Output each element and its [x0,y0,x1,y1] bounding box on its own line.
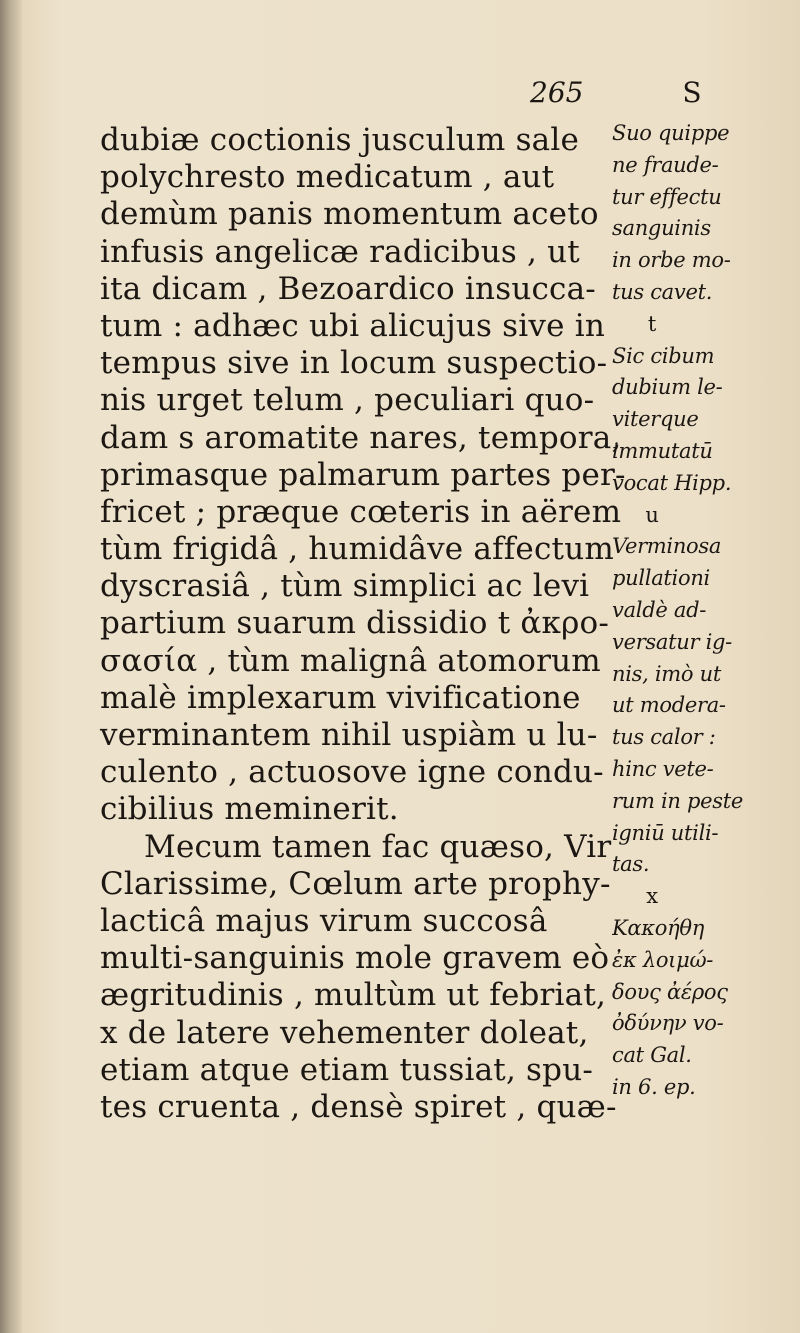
margin-note-line: tus cavet. [612,279,713,304]
text-line: ita dicam , Bezoardico insucca- [100,270,596,307]
margin-note-line: igniū utili- [612,820,719,845]
margin-note-line: hinc vete- [612,756,714,781]
margin-note-line: δους ἀέρος [612,979,728,1004]
margin-note-line: in 6. ep. [612,1074,696,1099]
margin-note-line: tus calor : [612,725,716,750]
margin-note-line: viterque [612,407,699,432]
text-line: polychresto medicatum , aut [100,159,555,196]
text-line: tempus sive in locum suspectio- [100,345,608,382]
signature-mark: S [682,76,702,109]
paragraph-start-line: Mecum tamen fac quæso, Vir [144,828,612,865]
text-line: malè implexarum vivificatione [100,679,581,716]
margin-note-line: tur effectu [612,184,722,209]
margin-note-line: vocat Hipp. [612,470,732,495]
margin-note-line: ut modera- [612,693,726,718]
text-line: culento , actuosove igne condu- [100,754,604,791]
text-line: nis urget telum , peculiari quo- [100,382,595,419]
page-number: 265 [530,76,584,109]
margin-note-line: in orbe mo- [612,248,731,273]
marginal-notes-column [612,118,797,1104]
margin-note-line: rum in peste [612,788,743,813]
text-line: σασία , tùm malignâ atomorum [100,642,601,679]
margin-note-marker: x [646,884,658,909]
margin-note-line: immutatū [612,438,713,463]
text-line: x de latere vehementer doleat, [100,1014,589,1051]
text-line: tum : adhæc ubi alicujus sive in [100,307,605,344]
margin-note-line: nis, imò ut [612,661,721,686]
text-line: lacticâ majus virum succosâ [100,902,548,939]
text-line: etiam atque etiam tussiat, spu- [100,1051,594,1088]
text-line: tes cruenta , densè spiret , quæ- [100,1088,617,1125]
text-line: fricet ; præque cœteris in aërem [100,493,622,530]
margin-note-line: tas. [612,852,650,877]
page-binding-shadow [0,0,22,1333]
running-header [530,76,702,109]
margin-note-line: ne fraude- [612,152,719,177]
text-line: demùm panis momentum aceto [100,196,599,233]
text-line: ægritudinis , multùm ut febriat, [100,977,607,1014]
text-line: Clarissime, Cœlum arte prophy- [100,865,611,902]
text-line: infusis angelicæ radicibus , ut [100,233,580,270]
margin-note-line: Verminosa [612,534,722,559]
margin-note-line: Κακοήθη [612,915,704,940]
margin-note-line: cat Gal. [612,1043,692,1068]
margin-note-line: dubium le- [612,375,723,400]
text-line: dubiæ coctionis jusculum sale [100,122,580,158]
text-line: verminantem nihil uspiàm u lu- [100,717,598,753]
margin-note-line: Sic cibum [612,343,715,368]
margin-note-line: sanguinis [612,216,711,241]
text-line: dam s aromatite nares, tempora, [100,419,622,456]
margin-note-marker: u [645,502,659,527]
text-line: cibilius meminerit. [100,791,399,828]
margin-note-line: versatur ig- [612,629,732,654]
text-line: partium suarum dissidio t ἀκρο- [100,605,610,642]
text-line: dyscrasiâ , tùm simplici ac levi [100,568,590,605]
text-line: tùm frigidâ , humidâve affectum [100,531,614,568]
text-line: multi-sanguinis mole gravem eò [100,940,610,977]
main-text-column [100,122,626,1126]
margin-note-line: ἐκ λοιμώ- [612,947,714,972]
margin-note-line: pullationi [612,566,710,591]
margin-note-line: Suo quippe [612,121,730,145]
text-line: primasque palmarum partes per- [100,456,626,493]
margin-note-line: ὀδύνην vo- [612,1011,724,1036]
margin-note-line: valdè ad- [612,597,707,622]
margin-note-marker: t [647,311,657,336]
